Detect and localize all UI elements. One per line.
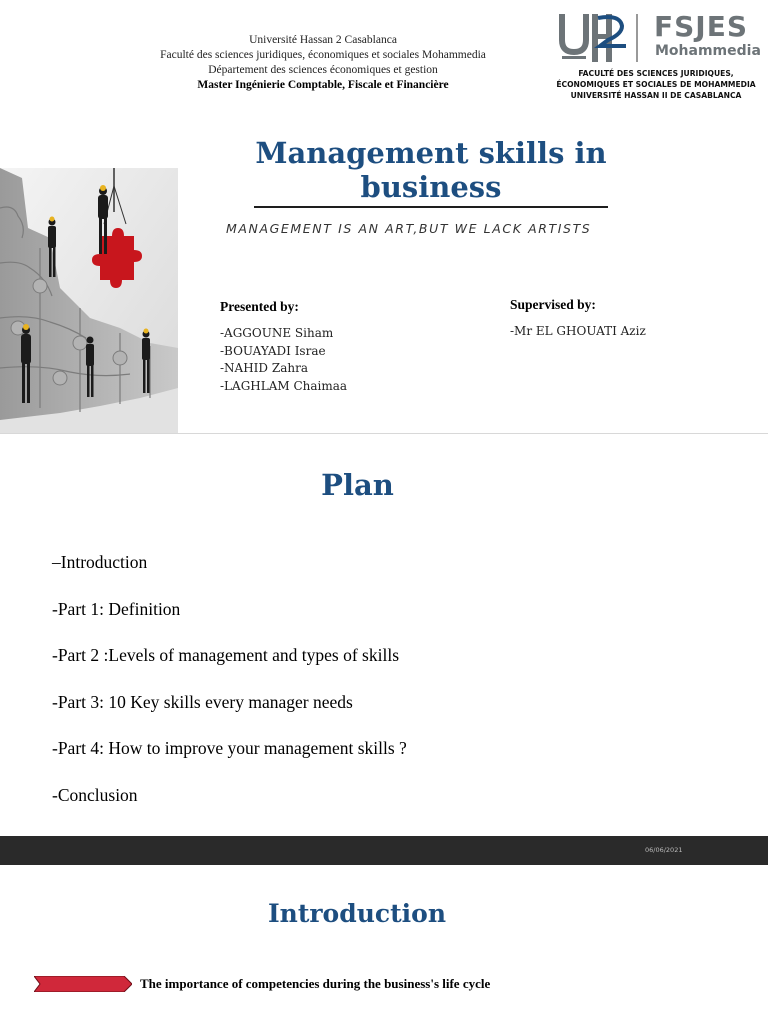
logo-city-text: Mohammedia bbox=[655, 43, 761, 59]
introduction-point: The importance of competencies during the business's life cycle bbox=[140, 976, 491, 991]
logo-subtitle-line: UNIVERSITÉ HASSAN II DE CASABLANCA bbox=[570, 91, 742, 100]
footer-date: 06/06/2021 bbox=[645, 846, 683, 854]
plan-list bbox=[52, 549, 407, 828]
plan-item: -Part 4: How to improve your management skills ? bbox=[52, 738, 407, 758]
faculty-name: Faculté des sciences juridiques, économiques et sociales Mohammedia bbox=[160, 49, 486, 61]
logo-subtitle bbox=[556, 68, 756, 101]
logo-subtitle-line: FACULTÉ DES SCIENCES JURIDIQUES, bbox=[578, 69, 734, 78]
logo-subtitle-line: ÉCONOMIQUES ET SOCIALES DE MOHAMMEDIA bbox=[556, 80, 756, 89]
supervised-by-label: Supervised by: bbox=[510, 297, 596, 312]
presenter-name: -AGGOUNE Siham bbox=[220, 326, 334, 340]
presenter-name: -LAGHLAM Chaimaa bbox=[220, 378, 348, 393]
uh2c-logo-icon bbox=[558, 12, 630, 64]
puzzle-workers-image bbox=[0, 168, 178, 433]
presented-by-label: Presented by: bbox=[220, 299, 299, 314]
supervisor-name: -Mr EL GHOUATI Aziz bbox=[510, 324, 646, 338]
introduction-title: Introduction bbox=[267, 899, 447, 928]
plan-item: -Part 2 :Levels of management and types of skills bbox=[52, 645, 400, 665]
title-underline bbox=[254, 206, 608, 208]
slide-separator bbox=[0, 433, 768, 434]
presentation-subtitle: MANAGEMENT IS AN ART,BUT WE LACK ARTISTS bbox=[226, 221, 592, 236]
plan-title: Plan bbox=[321, 468, 394, 502]
logo-divider bbox=[636, 14, 638, 62]
red-arrow-icon bbox=[34, 976, 132, 992]
logo-fsjes-text: FSJES bbox=[654, 10, 749, 43]
fsjes-logo bbox=[556, 10, 761, 102]
plan-item: -Part 3: 10 Key skills every manager needs bbox=[52, 691, 353, 712]
plan-item: –Introduction bbox=[52, 552, 148, 572]
presentation-title: Management skills in business bbox=[255, 136, 607, 204]
university-header bbox=[130, 33, 516, 93]
university-name: Université Hassan 2 Casablanca bbox=[249, 34, 397, 46]
department-name: Département des sciences économiques et gestion bbox=[208, 64, 438, 76]
presenter-name: -NAHID Zahra bbox=[220, 361, 308, 375]
plan-item: -Part 1: Definition bbox=[52, 598, 181, 619]
plan-item: -Conclusion bbox=[52, 784, 138, 805]
master-program: Master Ingénierie Comptable, Fiscale et Financière bbox=[197, 79, 449, 91]
title-slide bbox=[0, 0, 768, 433]
presenters-list bbox=[220, 325, 347, 395]
presenter-name: -BOUAYADI Israe bbox=[220, 343, 326, 358]
